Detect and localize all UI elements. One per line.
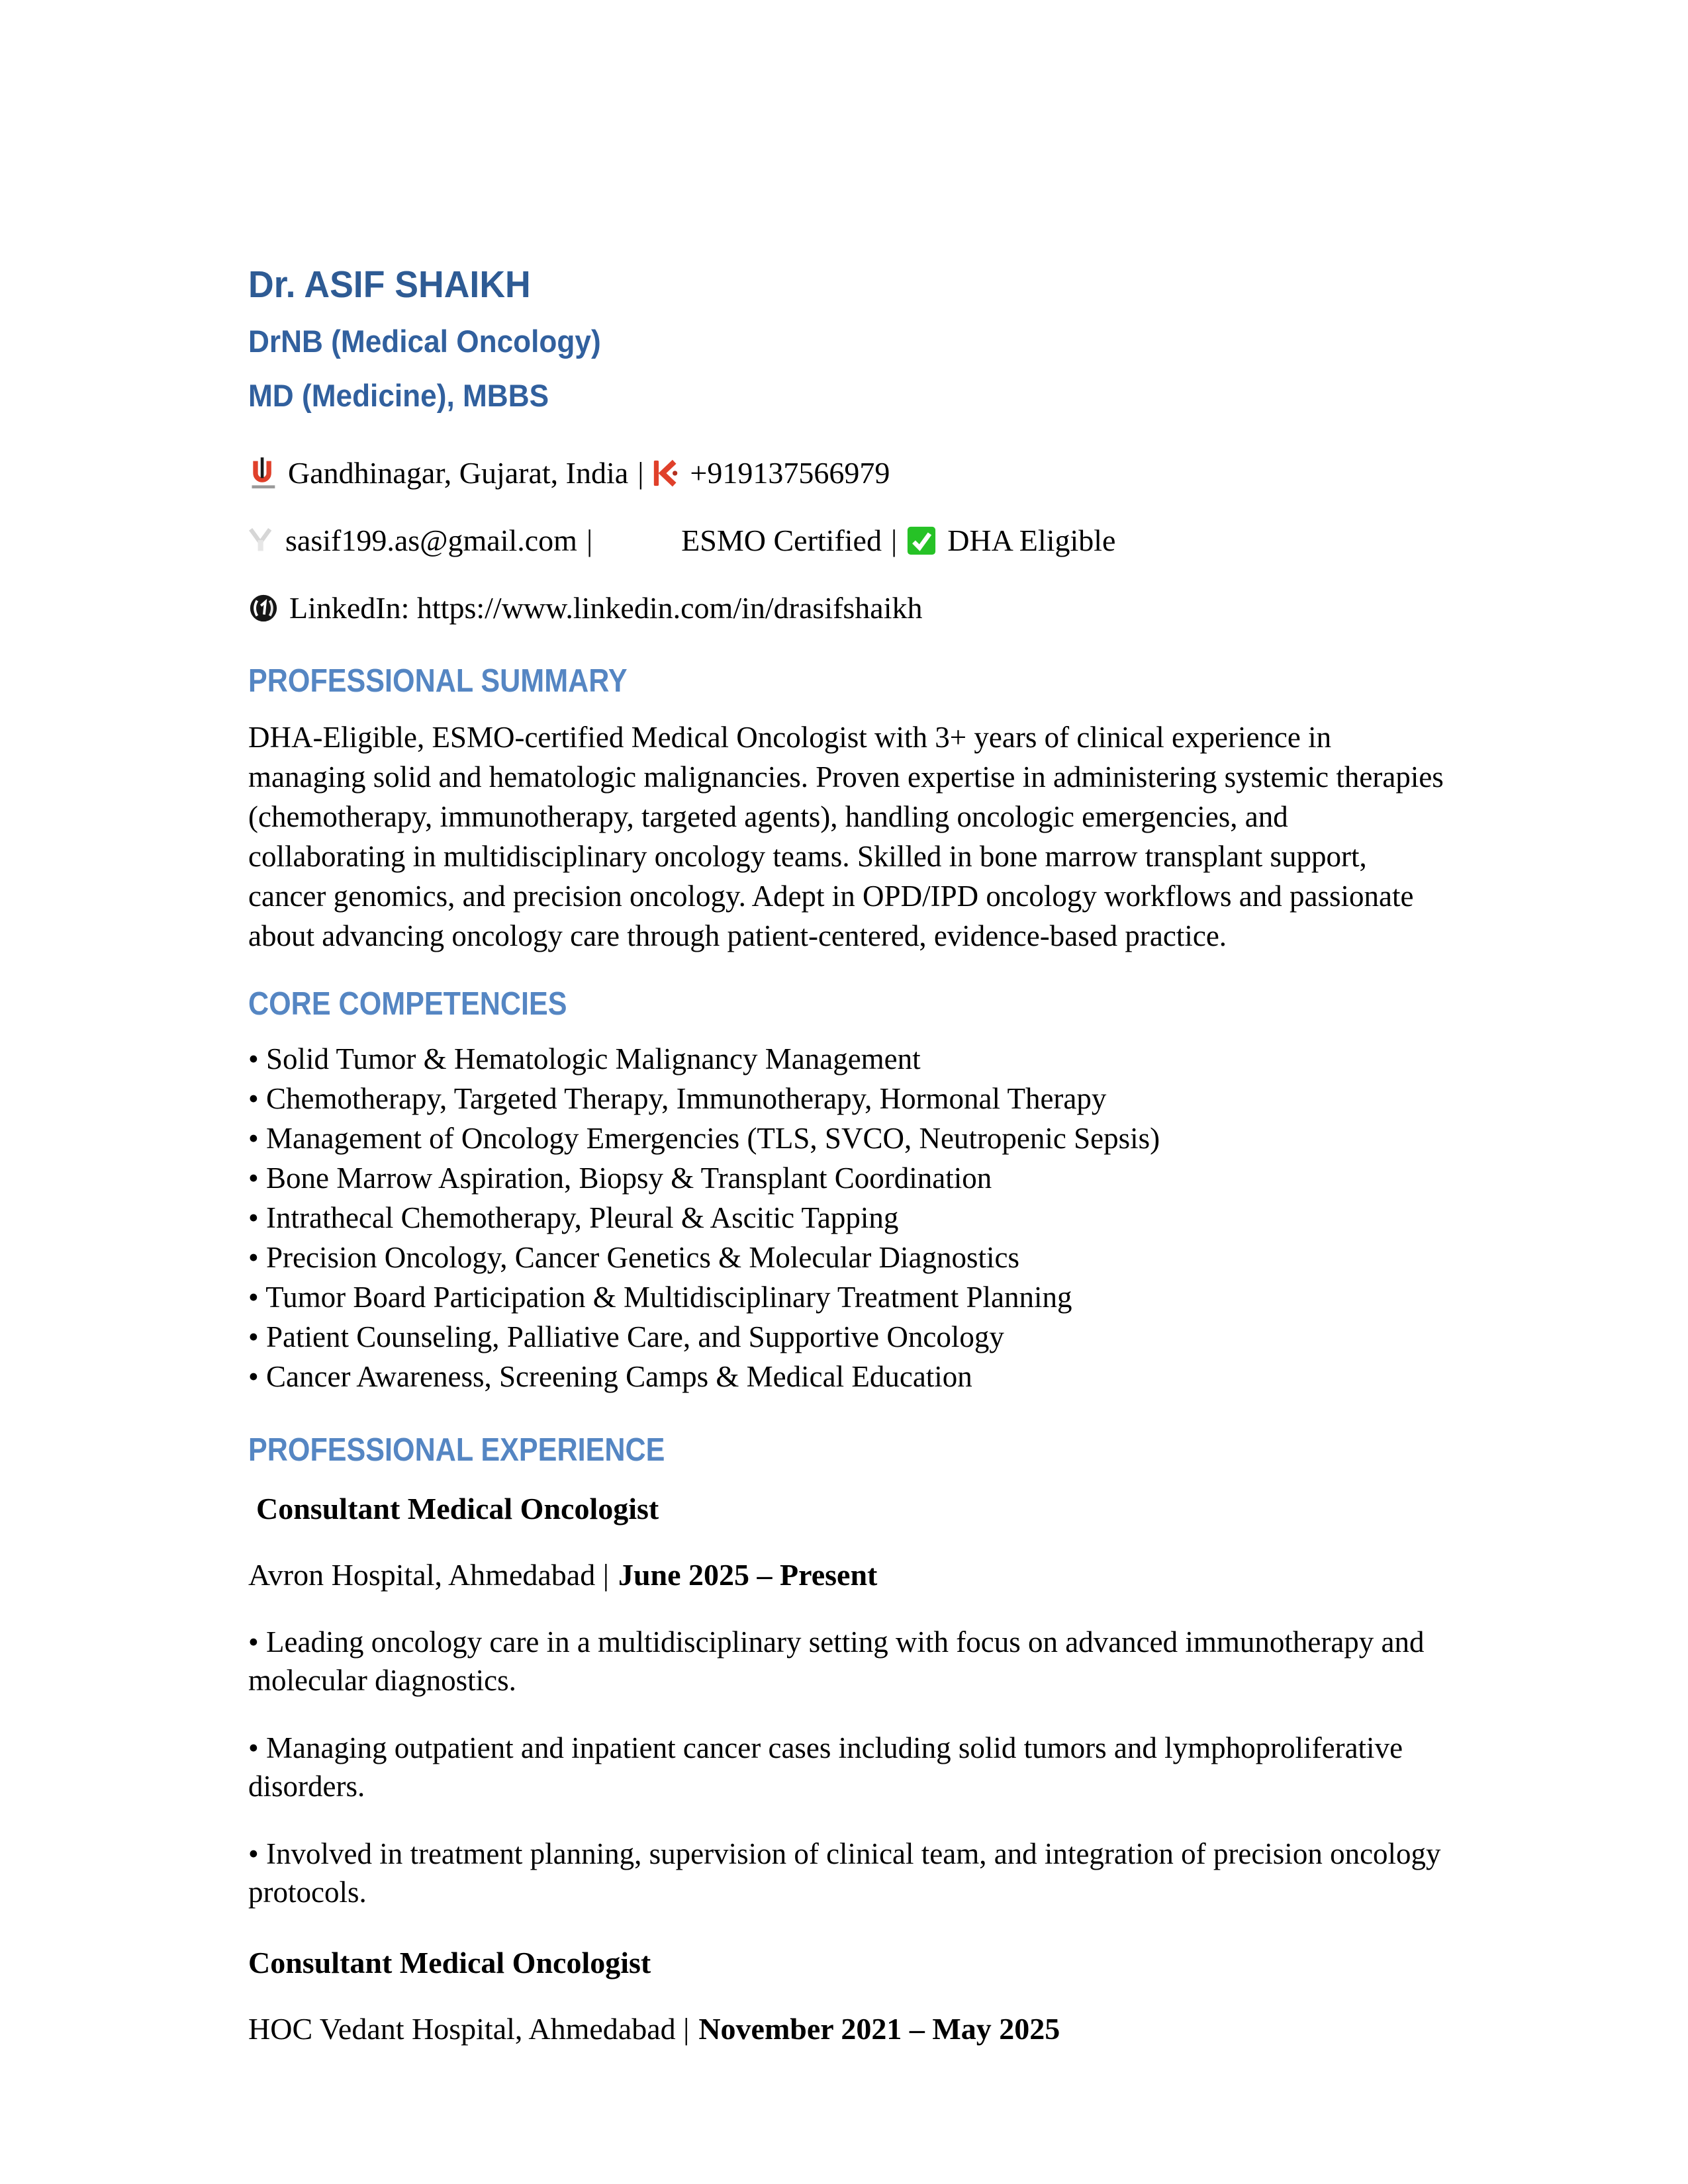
contact-email[interactable]: sasif199.as@gmail.com [285, 523, 577, 557]
competency-item: • Precision Oncology, Cancer Genetics & Molecular Diagnostics [248, 1241, 1020, 1274]
job-organization: HOC Vedant Hospital, Ahmedabad | [248, 2012, 690, 2046]
job-meta-line [248, 2011, 1446, 2048]
header-block [248, 265, 1446, 413]
separator-pipe: | [890, 523, 898, 557]
credential-text-1: DrNB (Medical Oncology) [248, 324, 601, 359]
linkedin-link[interactable]: LinkedIn: https://www.linkedin.com/in/drasifshaikh [289, 591, 923, 625]
section-title-summary: PROFESSIONAL SUMMARY [248, 663, 628, 699]
linkedin-icon [248, 593, 279, 623]
job-title: Consultant Medical Oncologist [256, 1492, 659, 1525]
contact-line-email-badges [248, 523, 1446, 559]
contact-line-linkedin [248, 590, 1446, 626]
section-professional-summary [248, 663, 1446, 956]
credential-text-2: MD (Medicine), MBBS [248, 378, 549, 413]
envelope-icon [248, 525, 275, 556]
competency-item: • Solid Tumor & Hematologic Malignancy Management [248, 1042, 921, 1075]
green-check-icon [906, 525, 937, 556]
competency-item: • Cancer Awareness, Screening Camps & Medical Education [248, 1360, 972, 1393]
competency-item: • Intrathecal Chemotherapy, Pleural & Ascitic Tapping [248, 1201, 899, 1234]
separator-pipe: | [586, 523, 593, 557]
job-dates: November 2021 – May 2025 [698, 2012, 1060, 2046]
job-organization: Avron Hospital, Ahmedabad | [248, 1558, 609, 1592]
competency-list [248, 1039, 1446, 1396]
job-title: Consultant Medical Oncologist [248, 1946, 651, 1979]
contact-location: Gandhinagar, Gujarat, India [288, 456, 629, 490]
location-pin-icon [248, 457, 277, 489]
competency-item: • Tumor Board Participation & Multidisciplinary Treatment Planning [248, 1281, 1072, 1314]
job-bullet: • Involved in treatment planning, supervision of clinical team, and integration of precision oncology protocols. [248, 1837, 1441, 1909]
esmo-certified-badge: ESMO Certified [681, 523, 882, 557]
section-title-experience: PROFESSIONAL EXPERIENCE [248, 1432, 665, 1468]
contact-phone: +919137566979 [690, 456, 890, 490]
contact-line-location-phone [248, 455, 1446, 491]
competency-item: • Chemotherapy, Targeted Therapy, Immunotherapy, Hormonal Therapy [248, 1082, 1107, 1115]
phone-icon [653, 458, 679, 488]
competency-item: • Patient Counseling, Palliative Care, and Supportive Oncology [248, 1320, 1004, 1353]
summary-paragraph: DHA-Eligible, ESMO-certified Medical Oncologist with 3+ years of clinical experience in managing solid and hematologic malignancies. Proven expertise in administering systemic therapies (chemotherapy, immunotherapy, targeted agents), handling oncologic emergencies, and collaborating in multidisciplinary oncology teams. Skilled in bone marrow transplant support, cancer genomics, and precision oncology. Adept in OPD/IPD oncology workflows and passionate about advancing oncology care through patient-centered, evidence-based practice. [248, 721, 1444, 952]
job-meta-line [248, 1557, 1446, 1594]
job-bullet: • Leading oncology care in a multidisciplinary setting with focus on advanced immunotherapy and molecular diagnostics. [248, 1625, 1425, 1697]
competency-item: • Bone Marrow Aspiration, Biopsy & Transplant Coordination [248, 1161, 992, 1195]
section-core-competencies [248, 986, 1446, 1396]
section-title-competencies: CORE COMPETENCIES [248, 986, 567, 1022]
section-professional-experience [248, 1432, 1446, 2048]
job-dates: June 2025 – Present [618, 1558, 878, 1592]
credential-line-2 [248, 379, 1446, 413]
credential-line-1 [248, 324, 1446, 359]
job-bullet: • Managing outpatient and inpatient cancer cases including solid tumors and lymphoproliferative disorders. [248, 1731, 1403, 1803]
person-name: Dr. ASIF SHAIKH [248, 263, 531, 306]
separator-pipe: | [637, 456, 644, 490]
dha-eligible-badge: DHA Eligible [947, 523, 1116, 557]
competency-item: • Management of Oncology Emergencies (TLS, SVCO, Neutropenic Sepsis) [248, 1122, 1160, 1155]
